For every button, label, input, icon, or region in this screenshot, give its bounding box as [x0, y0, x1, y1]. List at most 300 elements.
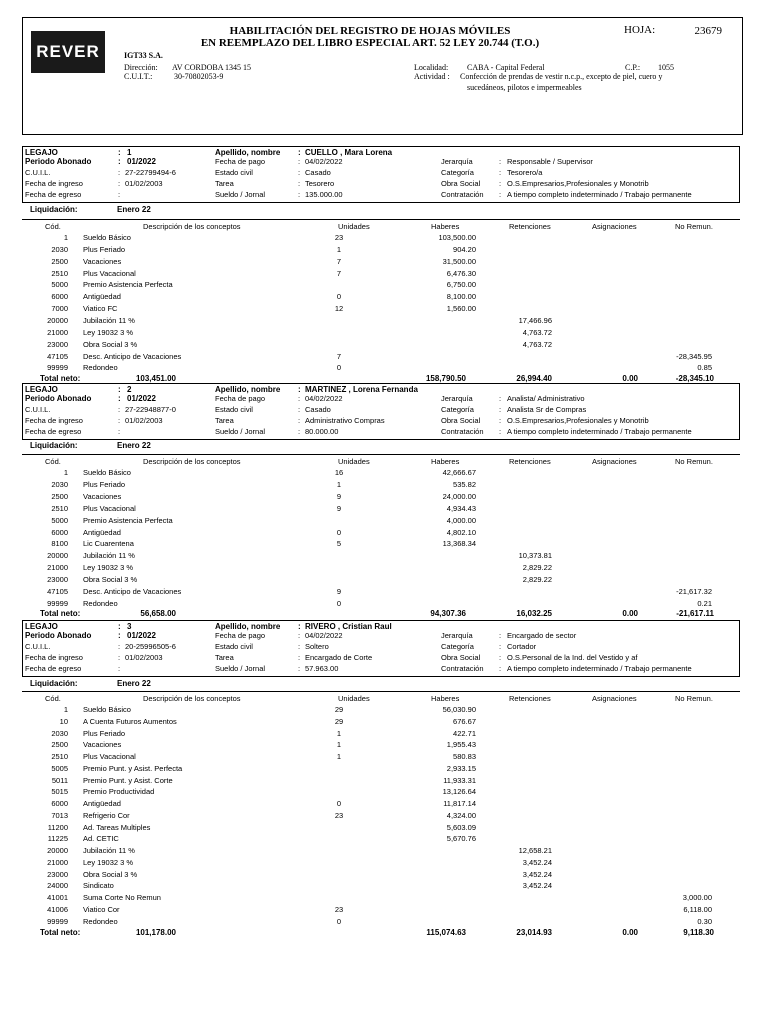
total-asignaciones: 0.00: [622, 374, 638, 383]
col-header-retenciones: Retenciones: [509, 457, 551, 466]
cuil-value: 27-22799494-6: [125, 168, 176, 177]
row-cod: 5015: [51, 787, 68, 797]
contratacion-value: A tiempo completo indeterminado / Trabajo permanente: [507, 427, 692, 436]
egreso-colon: :: [118, 190, 121, 199]
periodo-value: 01/2022: [127, 631, 156, 640]
row-cod: 2510: [51, 503, 68, 513]
fecha-pago-colon: :: [298, 157, 301, 166]
row-retenciones: 2,829.22: [522, 563, 552, 573]
row-unidades: 23: [334, 233, 344, 242]
title-line-2: EN REEMPLAZO DEL LIBRO ESPECIAL ART. 52 LEY 20.744 (T.O.): [200, 37, 540, 49]
total-neto-label: Total neto:: [40, 374, 81, 383]
col-header-asignaciones: Asignaciones: [592, 694, 637, 703]
row-descripcion: Viatico FC: [83, 304, 118, 314]
row-descripcion: Plus Vacacional: [83, 752, 136, 761]
row-descripcion: Antigüedad: [83, 292, 121, 302]
title-line-1: HABILITACIÓN DEL REGISTRO DE HOJAS MÓVILES: [229, 25, 511, 37]
row-descripcion: Ad. CETIC: [83, 834, 119, 844]
direccion-label: Dirección:: [124, 63, 158, 72]
periodo-value: 01/2022: [127, 157, 156, 166]
hoja-number: 23679: [694, 25, 722, 37]
legajo-value: 2: [127, 385, 132, 394]
col-header-unidades: Unidades: [338, 457, 370, 466]
legajo-label: LEGAJO: [25, 622, 58, 631]
row-cod: 7000: [51, 304, 68, 314]
row-unidades: 0: [336, 527, 342, 537]
row-cod: 23000: [47, 575, 68, 585]
categoria-value: Cortador: [507, 642, 537, 651]
row-cod: 2030: [51, 728, 68, 738]
cuil-value: 20-25996505-6: [125, 642, 176, 651]
total-haberes: 94,307.36: [430, 609, 466, 618]
row-cod: 5005: [51, 763, 68, 773]
cuil-label: C.U.I.L.: [25, 642, 51, 651]
estado-civil-colon: :: [298, 642, 301, 651]
col-header-unidades: Unidades: [338, 694, 370, 703]
tarea-label: Tarea: [215, 179, 234, 188]
ingreso-value: 01/02/2003: [125, 416, 163, 425]
apellido-value: RIVERO , Cristian Raul: [305, 622, 392, 631]
legajo-label: LEGAJO: [25, 148, 58, 157]
row-haberes: 2,933.15: [446, 763, 476, 773]
liquidacion-value: Enero 22: [117, 205, 151, 214]
row-unidades: 1: [336, 728, 342, 738]
sueldo-value: 80.000.00: [305, 427, 339, 436]
row-cod: 99999: [47, 363, 68, 373]
obra-social-label: Obra Social: [441, 653, 481, 662]
ingreso-value: 01/02/2003: [125, 653, 163, 662]
row-cod: 1: [63, 233, 68, 242]
row-cod: 20000: [47, 551, 68, 561]
row-unidades: 1: [336, 740, 342, 750]
row-descripcion: Premio Productividad: [83, 787, 155, 797]
total-retenciones: 16,032.25: [516, 609, 552, 618]
fecha-pago-colon: :: [298, 394, 301, 403]
total-no-remun: -21,617.11: [676, 609, 714, 618]
row-cod: 24000: [47, 881, 68, 891]
total-no-remun: 9,118.30: [683, 928, 714, 937]
row-no-remun: -21,617.32: [676, 587, 712, 596]
col-header-descripcion: Descripción de los conceptos: [143, 222, 241, 231]
jerarquia-value: Encargado de sector: [507, 631, 577, 640]
row-unidades: 0: [336, 363, 342, 373]
estado-civil-colon: :: [298, 405, 301, 414]
cuil-colon: :: [118, 642, 121, 651]
row-cod: 2510: [51, 752, 68, 761]
row-unidades: 23: [334, 810, 344, 820]
ingreso-colon: :: [118, 653, 121, 662]
row-cod: 47105: [47, 351, 68, 361]
row-haberes: 13,126.64: [442, 787, 476, 797]
row-retenciones: 4,763.72: [522, 339, 552, 349]
contratacion-value: A tiempo completo indeterminado / Trabajo permanente: [507, 664, 692, 673]
row-cod: 41006: [47, 904, 68, 914]
estado-civil-value: Casado: [305, 405, 331, 414]
row-descripcion: Ley 19032 3 %: [83, 327, 134, 337]
total-haberes: 158,790.50: [425, 374, 466, 383]
row-descripcion: Obra Social 3 %: [83, 869, 138, 879]
cuit-label: C.U.I.T.:: [124, 72, 153, 81]
categoria-label: Categoría: [441, 405, 474, 414]
periodo-colon: :: [118, 157, 121, 166]
egreso-label: Fecha de egreso: [25, 190, 82, 199]
row-unidades: 29: [334, 705, 344, 714]
egreso-label: Fecha de egreso: [25, 427, 82, 436]
tarea-value: Encargado de Corte: [305, 653, 373, 662]
row-haberes: 422.71: [453, 728, 476, 738]
row-descripcion: Premio Asistencia Perfecta: [83, 280, 173, 290]
row-descripcion: Obra Social 3 %: [83, 575, 138, 585]
row-unidades: 7: [336, 351, 342, 361]
ingreso-label: Fecha de ingreso: [25, 653, 83, 662]
row-unidades: 1: [336, 752, 342, 761]
jerarquia-value: Analista/ Administrativo: [507, 394, 585, 403]
apellido-label: Apellido, nombre: [215, 622, 281, 631]
row-descripcion: Antigüedad: [83, 527, 121, 537]
row-unidades: 0: [336, 598, 342, 608]
row-cod: 10: [59, 716, 68, 726]
row-descripcion: Sueldo Básico: [83, 705, 131, 714]
row-unidades: 1: [336, 244, 342, 254]
total-retenciones: 23,014.93: [516, 928, 552, 937]
total-neto-label: Total neto:: [40, 928, 81, 937]
fecha-pago-colon: :: [298, 631, 301, 640]
col-header-no-remun: No Remun.: [675, 222, 713, 231]
sueldo-value: 135.000.00: [305, 190, 343, 199]
row-haberes: 580.83: [453, 752, 476, 761]
contratacion-colon: :: [499, 190, 502, 199]
categoria-label: Categoría: [441, 168, 474, 177]
row-unidades: 0: [336, 292, 342, 302]
row-haberes: 5,603.09: [446, 822, 476, 832]
contratacion-colon: :: [499, 427, 502, 436]
obra-social-value: O.S.Empresarios,Profesionales y Monotrib: [507, 416, 649, 425]
row-haberes: 1,955.43: [446, 740, 476, 750]
periodo-colon: :: [118, 394, 121, 403]
row-descripcion: Sueldo Básico: [83, 233, 131, 242]
jerarquia-label: Jerarquía: [441, 157, 473, 166]
table-top-rule: [22, 219, 740, 220]
legajo-colon: :: [118, 622, 121, 631]
sueldo-colon: :: [298, 427, 301, 436]
apellido-colon: :: [298, 622, 301, 631]
apellido-value: MARTINEZ , Lorena Fernanda: [305, 385, 418, 394]
total-haberes: 115,074.63: [426, 928, 466, 937]
row-cod: 20000: [47, 846, 68, 855]
row-cod: 2030: [51, 244, 68, 254]
row-cod: 1: [63, 468, 68, 477]
col-header-haberes: Haberes: [431, 222, 460, 231]
row-descripcion: Ad. Tareas Multiples: [83, 822, 151, 832]
contratacion-colon: :: [499, 664, 502, 673]
row-haberes: 42,666.67: [442, 468, 476, 477]
row-no-remun: -28,345.95: [676, 351, 712, 361]
row-descripcion: Premio Punt. y Asist. Perfecta: [83, 763, 183, 773]
row-cod: 41001: [47, 893, 68, 902]
table-top-rule: [22, 691, 740, 692]
cp-value: 1055: [658, 63, 674, 72]
row-descripcion: Desc. Anticipo de Vacaciones: [83, 351, 182, 361]
ingreso-value: 01/02/2003: [125, 179, 163, 188]
row-descripcion: Viatico Cor: [83, 904, 120, 914]
row-haberes: 4,324.00: [446, 810, 476, 820]
total-no-remun: -28,345.10: [675, 374, 714, 383]
row-haberes: 4,934.43: [446, 503, 476, 513]
col-header-no-remun: No Remun.: [675, 694, 713, 703]
sueldo-label: Sueldo / Jornal: [215, 664, 266, 673]
obra-social-label: Obra Social: [441, 416, 481, 425]
total-neto-value: 103,451.00: [135, 374, 176, 383]
row-descripcion: Vacaciones: [83, 256, 122, 266]
row-cod: 8100: [51, 539, 68, 549]
apellido-colon: :: [298, 385, 301, 394]
ingreso-label: Fecha de ingreso: [25, 416, 83, 425]
row-descripcion: Refrigerio Cor: [83, 810, 130, 820]
row-unidades: 29: [334, 716, 344, 726]
row-unidades: 9: [336, 503, 342, 513]
row-cod: 23000: [47, 869, 68, 879]
total-asignaciones: 0.00: [622, 928, 638, 937]
total-retenciones: 26,994.40: [516, 374, 552, 383]
total-neto-value: 101,178.00: [135, 928, 176, 937]
row-haberes: 4,802.10: [446, 527, 476, 537]
row-haberes: 11,933.31: [443, 775, 476, 785]
row-descripcion: Plus Feriado: [83, 728, 126, 738]
direccion-value: AV CORDOBA 1345 15: [172, 63, 252, 72]
row-retenciones: 3,452.24: [522, 869, 552, 879]
tarea-colon: :: [298, 416, 301, 425]
total-asignaciones: 0.00: [622, 609, 638, 618]
estado-civil-label: Estado civil: [215, 168, 253, 177]
apellido-colon: :: [298, 148, 301, 157]
row-unidades: 5: [336, 539, 342, 549]
row-no-remun: 0.21: [697, 598, 712, 608]
col-header-cod: Cód.: [45, 457, 61, 466]
obra-social-value: O.S.Personal de la Ind. del Vestido y af: [507, 653, 638, 662]
row-descripcion: Jubilación 11 %: [83, 551, 135, 561]
col-header-descripcion: Descripción de los conceptos: [143, 694, 241, 703]
col-header-cod: Cód.: [45, 694, 61, 703]
tarea-value: Administrativo Compras: [305, 416, 385, 425]
row-unidades: 7: [336, 268, 342, 278]
legajo-colon: :: [118, 148, 121, 157]
row-descripcion: Premio Asistencia Perfecta: [83, 515, 173, 525]
liquidacion-label: Liquidación:: [30, 441, 78, 450]
row-descripcion: Lic Cuarentena: [83, 539, 134, 549]
row-descripcion: Sindicato: [83, 881, 114, 891]
row-descripcion: Plus Vacacional: [83, 268, 136, 278]
col-header-haberes: Haberes: [431, 694, 460, 703]
sueldo-colon: :: [298, 664, 301, 673]
jerarquia-value: Responsable / Supervisor: [507, 157, 593, 166]
col-header-retenciones: Retenciones: [509, 694, 551, 703]
row-haberes: 103,500.00: [438, 233, 476, 242]
estado-civil-colon: :: [298, 168, 301, 177]
logo-text: REVER: [36, 42, 100, 61]
row-descripcion: Obra Social 3 %: [83, 339, 138, 349]
row-haberes: 6,476.30: [446, 268, 476, 278]
fecha-pago-value: 04/02/2022: [305, 157, 343, 166]
tarea-value: Tesorero: [305, 179, 335, 188]
row-haberes: 6,750.00: [446, 280, 476, 290]
row-haberes: 11,817.14: [443, 799, 476, 808]
ingreso-label: Fecha de ingreso: [25, 179, 83, 188]
row-descripcion: Redondeo: [83, 598, 118, 608]
row-cod: 5000: [51, 280, 68, 290]
liquidacion-label: Liquidación:: [30, 205, 78, 214]
contratacion-label: Contratación: [441, 664, 484, 673]
liquidacion-label: Liquidación:: [30, 679, 78, 688]
localidad-value: CABA - Capital Federal: [467, 63, 545, 72]
legajo-value: 1: [127, 148, 132, 157]
fecha-pago-label: Fecha de pago: [215, 157, 266, 166]
row-cod: 21000: [47, 857, 68, 867]
row-cod: 20000: [47, 315, 68, 325]
actividad-value-2: sucedáneos, pilotos e impermeables: [467, 83, 582, 92]
col-header-no-remun: No Remun.: [675, 457, 713, 466]
row-unidades: 16: [334, 468, 344, 477]
apellido-label: Apellido, nombre: [215, 148, 281, 157]
estado-civil-value: Soltero: [305, 642, 329, 651]
row-no-remun: 6,118.00: [683, 904, 712, 914]
row-unidades: 9: [336, 587, 342, 596]
row-cod: 99999: [47, 598, 68, 608]
row-haberes: 904.20: [453, 244, 476, 254]
row-cod: 2500: [51, 491, 68, 501]
ingreso-colon: :: [118, 416, 121, 425]
hoja-label: HOJA:: [624, 24, 656, 36]
legajo-colon: :: [118, 385, 121, 394]
sueldo-colon: :: [298, 190, 301, 199]
estado-civil-label: Estado civil: [215, 405, 253, 414]
row-haberes: 4,000.00: [446, 515, 476, 525]
tarea-label: Tarea: [215, 416, 234, 425]
cuit-value: 30-70802053-9: [174, 72, 224, 81]
jerarquia-label: Jerarquía: [441, 394, 473, 403]
tarea-label: Tarea: [215, 653, 234, 662]
table-top-rule: [22, 454, 740, 455]
egreso-colon: :: [118, 427, 121, 436]
row-retenciones: 4,763.72: [522, 327, 552, 337]
row-retenciones: 2,829.22: [522, 575, 552, 585]
row-cod: 7013: [51, 810, 68, 820]
row-descripcion: Ley 19032 3 %: [83, 857, 134, 867]
actividad-value-1: Confección de prendas de vestir n.c.p., excepto de piel, cuero y: [460, 72, 663, 81]
row-retenciones: 10,373.81: [518, 551, 552, 561]
legajo-label: LEGAJO: [25, 385, 58, 394]
contratacion-value: A tiempo completo indeterminado / Trabajo permanente: [507, 190, 692, 199]
categoria-colon: :: [499, 642, 502, 651]
row-haberes: 5,670.76: [446, 834, 476, 844]
obra-social-colon: :: [499, 416, 502, 425]
row-retenciones: 3,452.24: [522, 881, 552, 891]
categoria-label: Categoría: [441, 642, 474, 651]
liquidacion-value: Enero 22: [117, 441, 151, 450]
row-cod: 99999: [47, 916, 68, 926]
obra-social-label: Obra Social: [441, 179, 481, 188]
fecha-pago-value: 04/02/2022: [305, 631, 343, 640]
fecha-pago-value: 04/02/2022: [305, 394, 343, 403]
categoria-colon: :: [499, 168, 502, 177]
fecha-pago-label: Fecha de pago: [215, 631, 266, 640]
row-retenciones: 17,466.96: [518, 315, 552, 325]
row-descripcion: Plus Vacacional: [83, 503, 136, 513]
row-cod: 2030: [51, 479, 68, 489]
periodo-label: Periodo Abonado: [25, 631, 92, 640]
row-haberes: 676.67: [453, 716, 476, 726]
row-descripcion: Vacaciones: [83, 491, 122, 501]
row-haberes: 535.82: [453, 479, 476, 489]
row-no-remun: 0.85: [697, 363, 712, 373]
row-descripcion: Plus Feriado: [83, 244, 126, 254]
sueldo-value: 57.963.00: [305, 664, 339, 673]
row-cod: 21000: [47, 563, 68, 573]
row-descripcion: Plus Feriado: [83, 479, 126, 489]
egreso-label: Fecha de egreso: [25, 664, 82, 673]
localidad-label: Localidad:: [414, 63, 449, 72]
cuil-label: C.U.I.L.: [25, 168, 51, 177]
categoria-colon: :: [499, 405, 502, 414]
row-haberes: 56,030.90: [442, 705, 476, 714]
row-descripcion: Antigüedad: [83, 799, 121, 808]
total-neto-value: 56,658.00: [140, 609, 176, 618]
row-descripcion: Ley 19032 3 %: [83, 563, 134, 573]
row-descripcion: Desc. Anticipo de Vacaciones: [83, 587, 182, 596]
row-descripcion: Vacaciones: [83, 740, 122, 750]
row-unidades: 0: [336, 799, 342, 808]
apellido-label: Apellido, nombre: [215, 385, 281, 394]
row-descripcion: Redondeo: [83, 916, 118, 926]
cuil-label: C.U.I.L.: [25, 405, 51, 414]
obra-social-colon: :: [499, 653, 502, 662]
tarea-colon: :: [298, 653, 301, 662]
col-header-unidades: Unidades: [338, 222, 370, 231]
col-header-asignaciones: Asignaciones: [592, 457, 637, 466]
row-cod: 11200: [47, 822, 68, 832]
obra-social-colon: :: [499, 179, 502, 188]
row-cod: 2500: [51, 740, 68, 750]
company-name: IGT33 S.A.: [124, 51, 163, 60]
col-header-haberes: Haberes: [431, 457, 460, 466]
row-descripcion: Sueldo Básico: [83, 468, 131, 477]
fecha-pago-label: Fecha de pago: [215, 394, 266, 403]
liquidacion-value: Enero 22: [117, 679, 151, 688]
legajo-value: 3: [127, 622, 132, 631]
apellido-value: CUELLO , Mara Lorena: [305, 148, 393, 157]
total-neto-label: Total neto:: [40, 609, 81, 618]
col-header-cod: Cód.: [45, 222, 61, 231]
row-unidades: 9: [336, 491, 342, 501]
contratacion-label: Contratación: [441, 427, 484, 436]
cuil-value: 27-22948877-0: [125, 405, 176, 414]
row-unidades: 0: [336, 916, 342, 926]
periodo-label: Periodo Abonado: [25, 394, 92, 403]
jerarquia-colon: :: [499, 157, 502, 166]
categoria-value: Analista Sr de Compras: [507, 405, 587, 414]
row-unidades: 12: [334, 304, 344, 314]
periodo-colon: :: [118, 631, 121, 640]
row-cod: 5000: [51, 515, 68, 525]
cp-label: C.P.:: [625, 63, 641, 72]
row-retenciones: 3,452.24: [522, 857, 552, 867]
row-cod: 1: [63, 705, 68, 714]
ingreso-colon: :: [118, 179, 121, 188]
obra-social-value: O.S.Empresarios,Profesionales y Monotrib: [507, 179, 649, 188]
periodo-value: 01/2022: [127, 394, 156, 403]
col-header-asignaciones: Asignaciones: [592, 222, 637, 231]
row-haberes: 13,368.34: [442, 539, 476, 549]
row-cod: 6000: [51, 527, 68, 537]
